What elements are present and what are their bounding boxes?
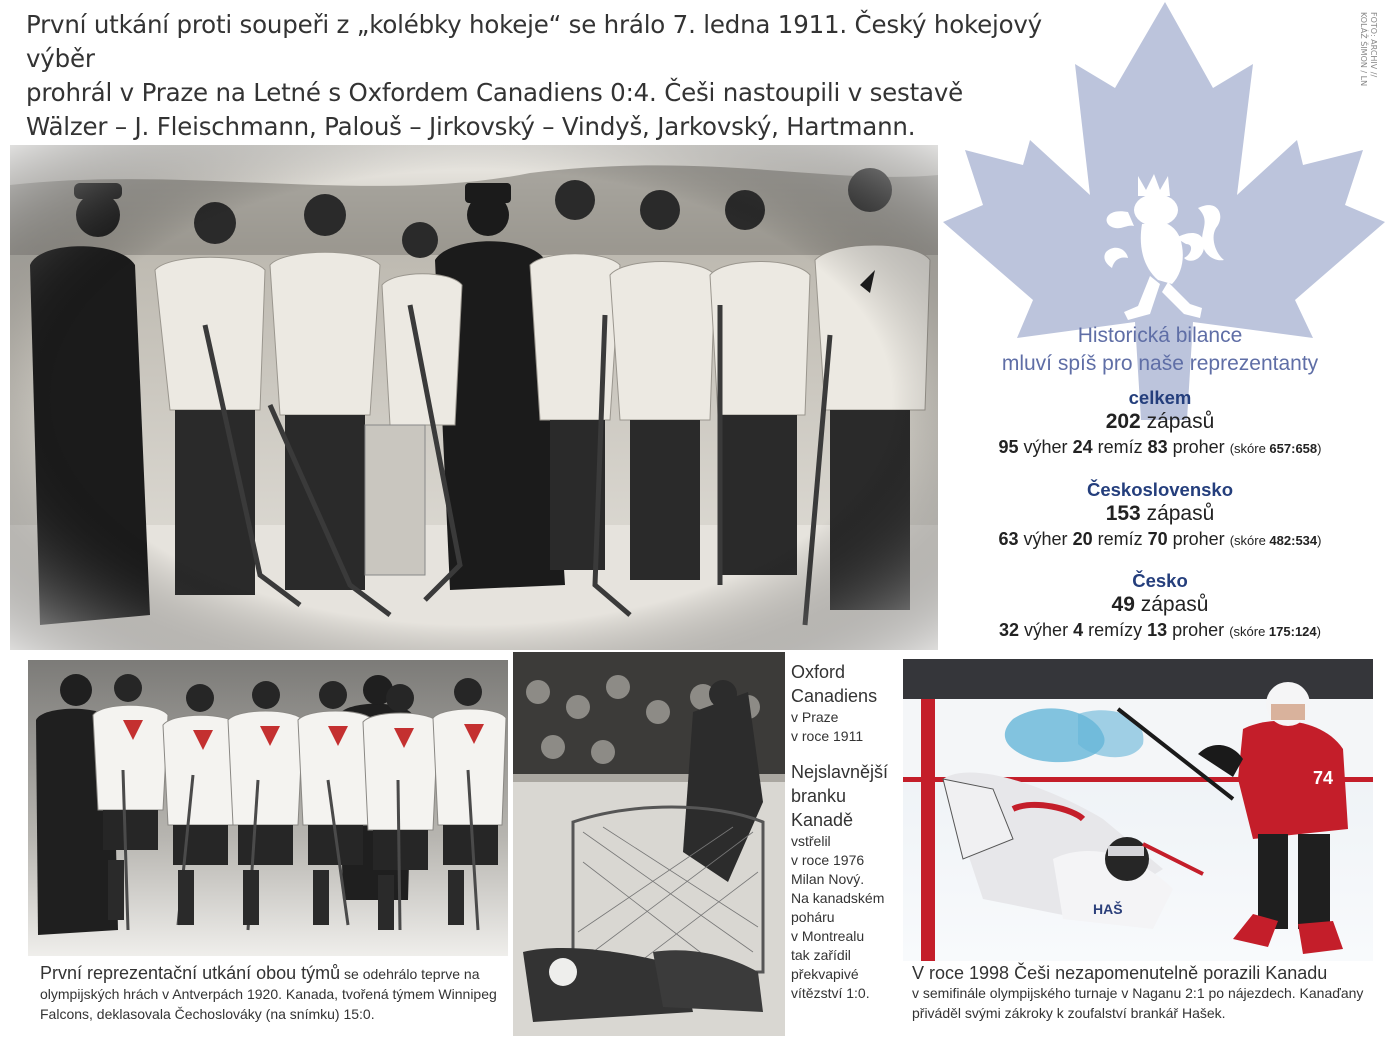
jersey-number-text: 74 — [1313, 768, 1334, 788]
caption-line: v roce 1976 — [791, 852, 865, 868]
caption-line: v Montrealu — [791, 928, 865, 944]
caption-middle — [791, 660, 901, 1003]
caption-body: v semifinále olympijského turnaje v Naganu 2:1 po nájezdech. Kanaďany přiváděl svými zákroky k zoufalství brankář Hašek. — [912, 985, 1364, 1021]
caption-line: Canadiens — [791, 686, 878, 706]
stat-heading: Československo — [1086, 479, 1233, 500]
caption-1920 — [40, 963, 510, 1024]
caption-line: tak zařídil — [791, 947, 851, 963]
stat-record: 32 výher 4 remízy 13 proher (skóre 175:124) — [999, 620, 1321, 640]
caption-line: vstřelil — [791, 833, 831, 849]
goalie-name-text: HAŠ — [1093, 901, 1123, 917]
caption-line: v roce 1911 — [791, 728, 864, 744]
stat-record: 95 výher 24 remíz 83 proher (skóre 657:658) — [998, 437, 1322, 457]
czech-lion-icon — [1098, 168, 1233, 328]
caption-line: vítězství 1:0. — [791, 985, 870, 1001]
stat-matches: 153 zápasů — [1105, 502, 1215, 525]
photo-goal-1976 — [513, 652, 785, 1036]
caption-line: Kanadě — [791, 810, 854, 830]
photo-team-1911 — [10, 145, 938, 650]
stat-record: 63 výher 20 remíz 70 proher (skóre 482:534) — [998, 529, 1322, 549]
stat-matches: 202 zápasů — [1105, 410, 1215, 433]
bilance-title-line: Historická bilance — [1077, 324, 1243, 347]
intro-line: První utkání proti soupeři z „kolébky hokeje“ se hrálo 7. ledna 1911. Český hokejový výběr — [26, 10, 1042, 73]
credit-line: FOTO: ARCHIV // — [1369, 12, 1378, 78]
stat-matches: 49 zápasů — [1111, 593, 1209, 616]
stat-heading: celkem — [1128, 387, 1192, 408]
caption-lead: První reprezentační utkání obou týmů — [40, 963, 341, 983]
caption-line: Na kanadském — [791, 890, 885, 906]
caption-body: se odehrálo teprve na olympijských hrách v Antverpách 1920. Kanada, tvořená týmem Winnipeg Falcons, deklasovala Čechoslováky (na snímku) 15:0. — [40, 966, 497, 1022]
stat-block-celkem — [950, 386, 1370, 462]
caption-line: poháru — [791, 909, 835, 925]
stat-block-ceskoslovensko — [950, 478, 1370, 554]
caption-line: v Praze — [791, 709, 839, 725]
caption-line: Nejslavnější — [791, 762, 889, 782]
caption-line: Oxford — [791, 662, 846, 682]
caption-lead: V roce 1998 Češi nezapomenutelně porazili Kanadu — [912, 963, 1328, 983]
intro-line: prohrál v Praze na Letné s Oxfordem Canadiens 0:4. Češi nastoupili v sestavě — [26, 78, 963, 107]
caption-line: branku — [791, 786, 847, 806]
photo-nagano-1998 — [903, 659, 1373, 961]
caption-nagano — [912, 963, 1382, 1023]
bilance-title-line: mluví spíš pro naše reprezentanty — [1001, 352, 1319, 375]
bilance-title — [960, 322, 1360, 378]
credit-line: KOLÁŽ ŠIMON / LN — [1359, 12, 1368, 87]
caption-line: překvapivé — [791, 966, 859, 982]
caption-line: Milan Nový. — [791, 871, 865, 887]
intro-line: Wälzer – J. Fleischmann, Palouš – Jirkovský – Vindyš, Jarkovský, Hartmann. — [26, 112, 916, 141]
stat-block-cesko — [950, 569, 1370, 645]
stat-heading: Česko — [1132, 570, 1188, 591]
photo-team-1920 — [28, 660, 508, 956]
